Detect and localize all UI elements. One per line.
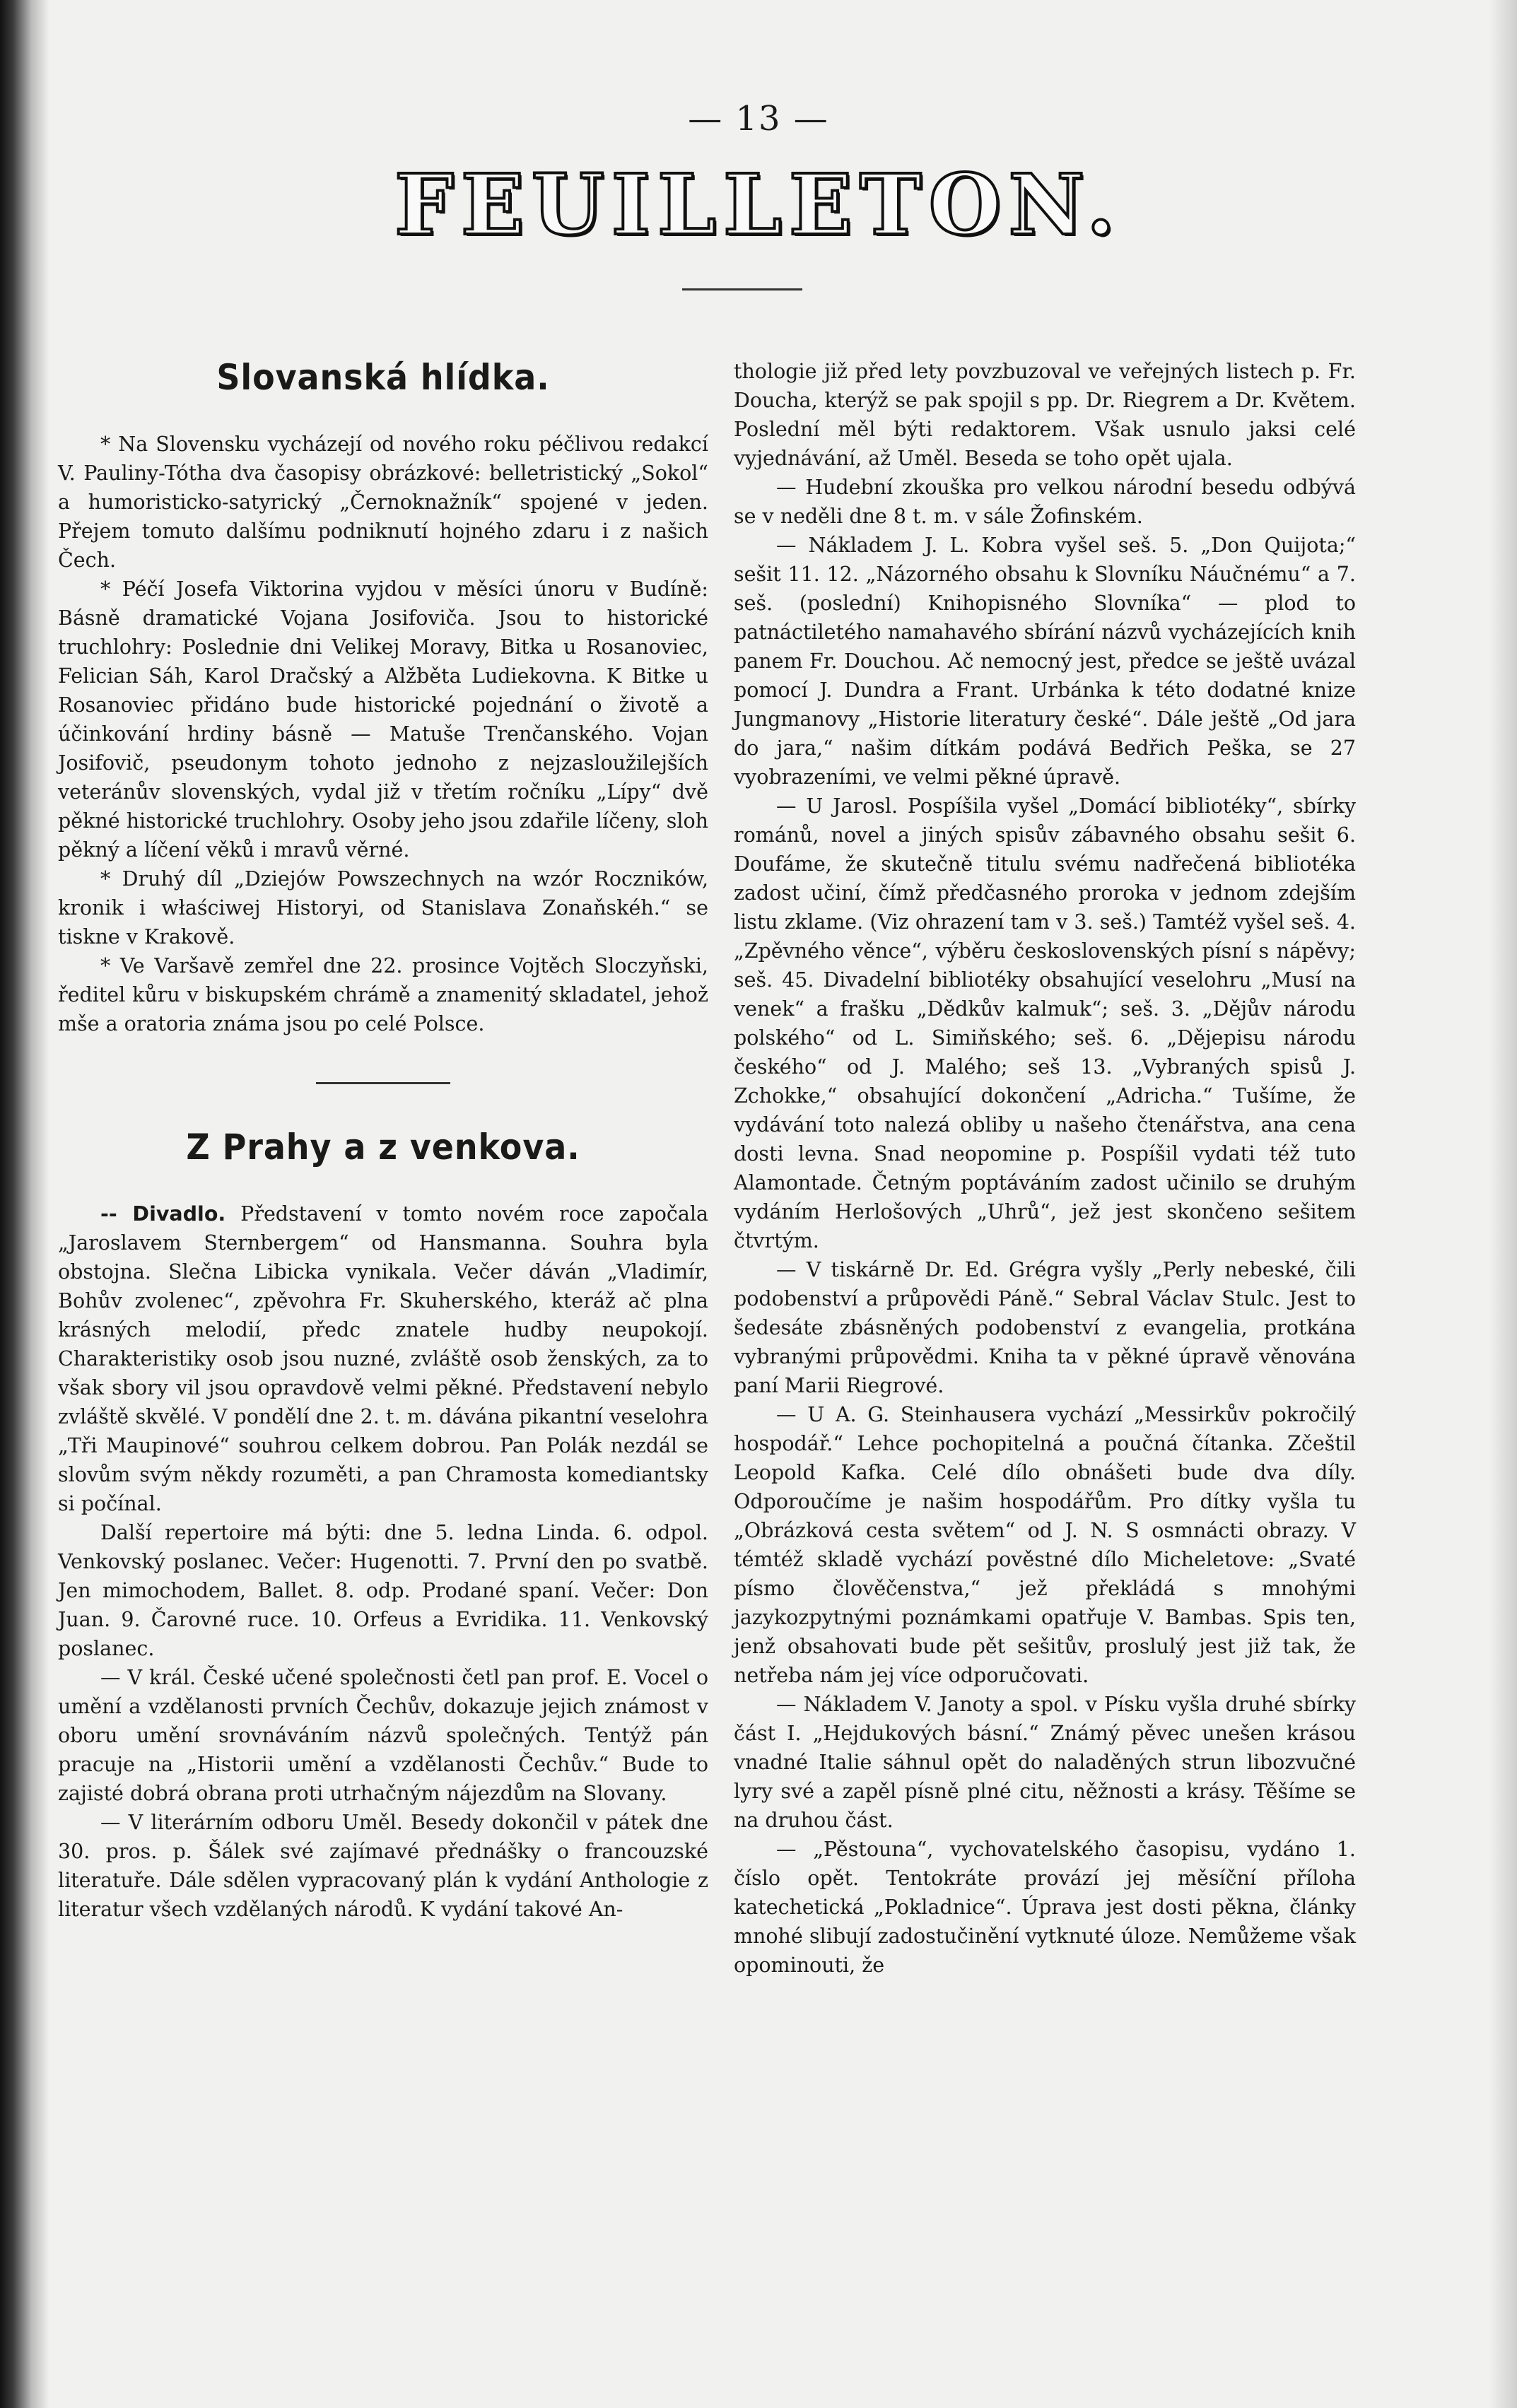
article-paragraph: — V literárním odboru Uměl. Besedy dokončil v pátek dne 30. pros. p. Šálek své zajímavé přednášky o francouzské literatuře. Dále sdělen vypracovaný plán k vydání Anthologie z literatur všech vzdělaných národů. K vydání takové An- — [58, 1811, 708, 1921]
article-paragraph: — V tiskárně Dr. Ed. Grégra vyšly „Perly nebeské, čili podobenství a průpovědi Páně.“ Sebral Václav Stulc. Jest to šedesáte zbásněných podobenství z evangelia, protkána vybranými průpovědmi. Kniha ta v pěkné úpravě věnována paní Marii Riegrové. — [734, 1258, 1356, 1397]
article-paragraph: — Nákladem V. Janoty a spol. v Písku vyšla druhé sbírky část I. „Hejdukových básní.“ Známý pěvec unešen krásou vnadné Italie sáhnul opět do naladěných strun libozvučné lyry své a zapěl písně plné citu, něžnosti a krásy. Těšíme se na druhou část. — [734, 1693, 1356, 1832]
article-paragraph: — V král. České učené společnosti četl pan prof. E. Vocel o umění a vzdělanosti prvních Čechův, dokazuje jejich známost v oboru umění srovnáváním názvů společných. Tentýž pán pracuje na „Historii umění a vzdělanosti Čechův.“ Bude to zajisté dobrá obrana proti utrhačným nájezdům na Slovany. — [58, 1666, 708, 1805]
article-paragraph: — Nákladem J. L. Kobra vyšel seš. 5. „Don Quijota;“ sešit 11. 12. „Názorného obsahu k Slovníku Náučnému“ a 7. seš. (poslední) Knihopisného Slovníka“ — plod to patnáctiletého namahavého sbírání názvů vycházejících knih panem Fr. Douchou. Ač nemocný jest, předce se ještě uvázal pomocí J. Dundra a Frant. Urbánka k této dodatné knize Jungmanovy „Historie literatury české“. Dále ještě „Od jara do jara,“ našim dítkám podává Bedřich Peška, se 27 vyobrazeními, ve velmi pěkné úpravě. — [734, 534, 1356, 789]
article-paragraph: — „Pěstouna“, vychovatelského časopisu, vydáno 1. číslo opět. Tentokráte provází jej měsíční příloha katechetická „Pokladnice“. Úprava jest dosti pěkna, články mnohé slibují zadostučinění vytknuté úloze. Nemůžeme však opominouti, že — [734, 1838, 1356, 1977]
article-paragraph: * Ve Varšavě zemřel dne 22. prosince Vojtěch Sloczyňski, ředitel kůru v biskupském chrámě a znamenitý skladatel, jehož mše a oratoria známa jsou po celé Polsce. — [58, 954, 708, 1035]
article-paragraph: * Na Slovensku vycházejí od nového roku péčlivou redakcí V. Pauliny-Tótha dva časopisy obrázkové: belletristický „Sokol“ a humoristicko-satyrický „Černoknažník“ spojené v jeden. Přejem tomuto dalšímu podniknutí hojného zdaru i z našich Čech. — [58, 433, 708, 572]
article-paragraph: Další repertoire má býti: dne 5. ledna Linda. 6. odpol. Venkovský poslanec. Večer: Hugenotti. 7. První den po svatbě. Jen mimochodem, Ballet. 8. odp. Prodané spaní. Večer: Don Juan. 9. Čarovné ruce. 10. Orfeus a Evridika. 11. Venkovský poslanec. — [58, 1521, 708, 1660]
article-paragraph: thologie již před lety povzbuzoval ve veřejných listech p. Fr. Doucha, kterýž se pak spojil s pp. Dr. Riegrem a Dr. Květem. Poslední měl býti redaktorem. Však usnulo jaksi celé vyjednávání, až Uměl. Beseda se toho opět ujala. — [734, 360, 1356, 470]
masthead-title: FEUILLETON. — [394, 155, 1123, 254]
article-paragraph: — Hudební zkouška pro velkou národní besedu odbývá se v neděli dne 8 t. m. v sále Žofinském. — [734, 476, 1356, 528]
article-paragraph: — U A. G. Steinhausera vychází „Messirkův pokročilý hospodář.“ Lehce pochopitelná a poučná čítanka. Zčeštil Leopold Kafka. Celé dílo obnášeti bude dva díly. Odporoučíme je našim hospodářům. Pro dítky vyšla tu „Obrázková cesta světem“ od J. N. S osmnácti obrazy. V témtéž skladě vychází pověstné dílo Micheletove: „Svaté písmo člověčenstva,“ jež překládá s mnohými jazykozpytnými poznámkami opatřuje V. Bambas. Spis ten, jenž obsahovati bude pět sešitův, proslulý jest již tak, že netřeba nám jej více odporučovati. — [734, 1403, 1356, 1687]
binding-shadow — [0, 0, 49, 2408]
title-divider — [682, 288, 802, 290]
section-title-slovanska-hlidka: Slovanská hlídka. — [216, 357, 550, 398]
section-divider — [316, 1082, 450, 1084]
article-paragraph: — U Jarosl. Pospíšila vyšel „Domácí bibliotéky“, sbírky románů, novel a jiných spisův zábavného obsahu sešit 6. Doufáme, že skutečně titulu svému nadřečená bibliotéka zadost učiní, čímž předčasného proroka v jednom zdejším listu zklame. (Viz ohrazení tam v 3. seš.) Tamtéž vyšel seš. 4. „Zpěvného věnce“, výběru československých písní s nápěvy; seš. 45. Divadelní bibliotéky obsahující veselohru „Musí na venek“ a frašku „Dědkův kalmuk“; seš. 3. „Dějův národu polského“ od L. Simiňského; seš. 6. „Dějepisu národu českého“ od J. Malého; seš 13. „Vybraných spisů J. Zchokke,“ obsahující dokončení „Adricha.“ Tušíme, že vydávání toto nalezá obliby u našeho čtenářstva, ana cena dosti levna. Snad neopomine p. Pospíšil vydati též tuto Alamontade. Četným poptáváním zadost učinilo se druhým vydáním Herlošových „Uhrů“, jež jest skončeno sešitem čtvrtým. — [734, 794, 1356, 1252]
article-paragraph: * Druhý díl „Dziejów Powszechnych na wzór Roczników, kronik i właściwej Historyi, od Stanislava Zonaňskéh.“ se tiskne v Krakově. — [58, 867, 708, 948]
left-column — [58, 357, 708, 1924]
article-paragraph — [58, 1199, 708, 1518]
article-paragraph: * Péčí Josefa Viktorina vyjdou v měsíci únoru v Budíně: Básně dramatické Vojana Josifoviča. Jsou to historické truchlohry: Poslednie dni Velikej Moravy, Bitka u Rosanoviec, Felician Sáh, Karol Dračský a Alžběta Ludiekovna. K Bitke u Rosanoviec přidáno bude historické pojednání o životě a účinkování hrdiny básně — Matuše Trenčanského. Vojan Josifovič, pseudonym tohoto jednoho z nejzasloužilejších veteránův slovenských, vydal již v třetím ročníku „Lípy“ dvě pěkné historické truchlohry. Osoby jeho jsou zdařile líčeny, sloh pěkný a líčení věků i mravů věrné. — [58, 577, 708, 862]
section-title-z-prahy: Z Prahy a z venkova. — [186, 1127, 580, 1168]
divadlo-text: Představení v tomto novém roce započala „Jaroslavem Sternbergem“ od Hansmanna. Souhra byla obstojna. Slečna Libicka vynikala. Večer dáván „Vladimír, Bohův zvolenec“, zpěvohra Fr. Skuherského, kteráž ač plna krásných melodií, předc znatele hudby neupokojí. Charakteristiky osob jsou nuzné, zvláště osob ženských, za to však sbory vil jsou opravdově velmi pěkné. Představení nebylo zvláště skvělé. V pondělí dne 2. t. m. dávána pikantní veselohra „Tři Maupinové“ souhrou celkem dobrou. Pan Polák nezdál se slovům svým někdy rozuměti, a pan Chramosta komediantsky si počínal. — [58, 1202, 708, 1515]
page-number: — 13 — — [688, 99, 829, 139]
divadlo-heading: -- Divadlo. — [100, 1202, 226, 1226]
page-edge-shadow — [1489, 0, 1517, 2408]
right-column — [734, 357, 1356, 1980]
